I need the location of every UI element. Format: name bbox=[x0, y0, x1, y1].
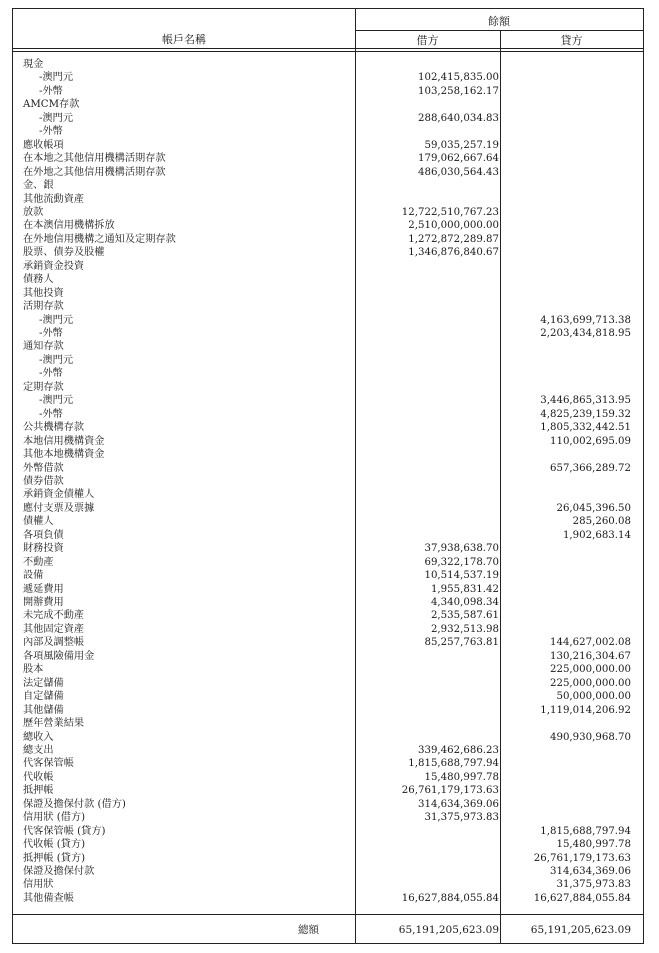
account-name: 在外地信用機構之通知及定期存款 bbox=[23, 233, 176, 245]
account-name: 債務人 bbox=[23, 274, 54, 286]
table-row bbox=[13, 690, 643, 703]
debit-value: 31,375,973.83 bbox=[424, 812, 499, 824]
account-name: 其他流動資產 bbox=[23, 193, 85, 205]
table-row bbox=[13, 421, 643, 434]
table-row bbox=[13, 327, 643, 340]
account-name: -澳門元 bbox=[39, 314, 74, 326]
account-name: 信用狀 (借方) bbox=[23, 812, 86, 824]
account-name: 活期存款 bbox=[23, 301, 64, 313]
table-row bbox=[13, 784, 643, 797]
header-subdivider bbox=[355, 30, 643, 31]
account-name: 未完成不動產 bbox=[23, 610, 85, 622]
table-row bbox=[13, 529, 643, 542]
table-row bbox=[13, 852, 643, 865]
account-name: 代客保管帳 bbox=[23, 758, 74, 770]
account-name: 財務投資 bbox=[23, 543, 64, 555]
table-row bbox=[13, 448, 643, 461]
account-name: 總支出 bbox=[23, 744, 54, 756]
debit-value: 2,535,587.61 bbox=[430, 610, 499, 622]
table-row bbox=[13, 260, 643, 273]
debit-value: 59,035,257.19 bbox=[424, 139, 499, 151]
debit-value: 85,257,763.81 bbox=[424, 637, 499, 649]
credit-value: 15,480,997.78 bbox=[556, 839, 631, 851]
debit-header: 借方 bbox=[416, 34, 439, 47]
credit-value: 1,902,683.14 bbox=[562, 529, 631, 541]
debit-value: 103,258,162.17 bbox=[417, 85, 499, 97]
table-row bbox=[13, 273, 643, 286]
table-row bbox=[13, 502, 643, 515]
table-row bbox=[13, 556, 643, 569]
account-name: -澳門元 bbox=[39, 72, 74, 84]
debit-value: 1,346,876,840.67 bbox=[408, 247, 499, 259]
table-row bbox=[13, 892, 643, 905]
table-row bbox=[13, 314, 643, 327]
debit-value: 12,722,510,767.23 bbox=[401, 206, 499, 218]
table-row bbox=[13, 717, 643, 730]
credit-header: 貸方 bbox=[560, 34, 583, 47]
table-row bbox=[13, 381, 643, 394]
credit-value: 31,375,973.83 bbox=[556, 879, 631, 891]
table-row bbox=[13, 771, 643, 784]
debit-value: 288,640,034.83 bbox=[417, 112, 499, 124]
account-name: 在本澳信用機構拆放 bbox=[23, 220, 115, 232]
debit-value: 339,462,686.23 bbox=[417, 744, 499, 756]
account-name: 法定儲備 bbox=[23, 677, 64, 689]
table-row bbox=[13, 865, 643, 878]
table-row bbox=[13, 462, 643, 475]
table-row bbox=[13, 542, 643, 555]
account-name: 總收入 bbox=[23, 731, 54, 743]
total-debit: 65,191,205,623.09 bbox=[398, 924, 499, 936]
debit-value: 15,480,997.78 bbox=[424, 771, 499, 783]
account-name: 現金 bbox=[23, 59, 44, 70]
account-name: 在外地之其他信用機構活期存款 bbox=[23, 166, 166, 178]
balance-header: 餘額 bbox=[488, 15, 510, 28]
table-row bbox=[13, 233, 643, 246]
table-row bbox=[13, 609, 643, 622]
header-divider bbox=[13, 48, 643, 49]
account-name: 各項風險備用金 bbox=[23, 650, 95, 662]
table-row bbox=[13, 515, 643, 528]
credit-value: 110,002,695.09 bbox=[549, 435, 631, 447]
table-row bbox=[13, 112, 643, 125]
table-row bbox=[13, 85, 643, 98]
credit-value: 26,761,179,173.63 bbox=[533, 852, 631, 864]
account-name: -外幣 bbox=[39, 328, 63, 339]
table-row bbox=[13, 838, 643, 851]
table-row bbox=[13, 152, 643, 165]
account-name: 本地信用機構資金 bbox=[23, 435, 105, 447]
debit-value: 2,932,513.98 bbox=[430, 623, 499, 635]
credit-value: 285,260.08 bbox=[572, 516, 631, 528]
table-row bbox=[13, 731, 643, 744]
table-row bbox=[13, 58, 643, 71]
debit-value: 1,955,831.42 bbox=[430, 583, 499, 595]
account-name: 其他儲備 bbox=[23, 704, 64, 716]
table-row bbox=[13, 367, 643, 380]
account-name: 其他固定資產 bbox=[23, 623, 85, 635]
table-row bbox=[13, 206, 643, 219]
account-name: 抵押帳 bbox=[23, 785, 54, 797]
account-name: 遞延費用 bbox=[23, 583, 64, 595]
table-row bbox=[13, 166, 643, 179]
table-row bbox=[13, 704, 643, 717]
credit-value: 4,825,239,159.32 bbox=[540, 408, 631, 420]
table-row bbox=[13, 677, 643, 690]
table-row bbox=[13, 825, 643, 838]
account-name: AMCM存款 bbox=[23, 99, 80, 111]
table-row bbox=[13, 475, 643, 488]
table-row bbox=[13, 287, 643, 300]
table-row bbox=[13, 179, 643, 192]
debit-value: 1,815,688,797.94 bbox=[408, 758, 499, 770]
account-name: -外幣 bbox=[39, 85, 63, 97]
account-name: 代收帳 (貸方) bbox=[23, 839, 86, 851]
account-name: 承銷資金投資 bbox=[23, 260, 85, 272]
table-row bbox=[13, 98, 643, 111]
account-name: 歷年營業結果 bbox=[23, 718, 85, 730]
account-name: 代客保管帳 (貸方) bbox=[23, 825, 106, 837]
account-name: 金、銀 bbox=[23, 180, 54, 192]
table-row bbox=[13, 583, 643, 596]
total-label: 總額 bbox=[298, 924, 319, 936]
table-row bbox=[13, 435, 643, 448]
table-row bbox=[13, 408, 643, 421]
debit-value: 69,322,178.70 bbox=[424, 556, 499, 568]
table-row bbox=[13, 636, 643, 649]
account-name: 其他備查帳 bbox=[23, 892, 74, 904]
balance-sheet-table bbox=[12, 8, 644, 944]
debit-value: 179,062,667.64 bbox=[417, 153, 499, 165]
debit-value: 37,938,638.70 bbox=[424, 543, 499, 555]
debit-value: 314,634,369.06 bbox=[417, 798, 499, 810]
total-credit: 65,191,205,623.09 bbox=[530, 924, 631, 936]
table-row bbox=[13, 757, 643, 770]
account-name: 不動產 bbox=[23, 556, 54, 568]
table-row bbox=[13, 125, 643, 138]
credit-value: 225,000,000.00 bbox=[549, 664, 631, 676]
credit-value: 657,366,289.72 bbox=[549, 462, 631, 474]
table-row bbox=[13, 394, 643, 407]
credit-value: 4,163,699,713.38 bbox=[540, 314, 631, 326]
account-name: 各項負債 bbox=[23, 529, 64, 541]
table-row bbox=[13, 219, 643, 232]
account-name: 其他投資 bbox=[23, 287, 64, 299]
account-name-header: 帳戶名稱 bbox=[162, 33, 206, 46]
credit-value: 144,627,002.08 bbox=[549, 637, 631, 649]
account-name: 股票、債券及股權 bbox=[23, 247, 105, 259]
account-name: 債權人 bbox=[23, 516, 54, 528]
account-name: 外幣借款 bbox=[23, 462, 64, 474]
credit-value: 490,930,968.70 bbox=[549, 731, 631, 743]
account-name: 代收帳 bbox=[23, 771, 54, 783]
table-row bbox=[13, 139, 643, 152]
table-row bbox=[13, 663, 643, 676]
debit-value: 1,272,872,289.87 bbox=[408, 233, 499, 245]
table-row bbox=[13, 246, 643, 259]
table-row bbox=[13, 354, 643, 367]
credit-value: 1,815,688,797.94 bbox=[540, 825, 631, 837]
account-name: 在本地之其他信用機構活期存款 bbox=[23, 153, 166, 165]
account-name: 信用狀 bbox=[23, 879, 54, 891]
table-row bbox=[13, 878, 643, 891]
account-name: -澳門元 bbox=[39, 395, 74, 407]
table-row bbox=[13, 811, 643, 824]
account-name: 內部及調整帳 bbox=[23, 637, 85, 649]
account-name: -外幣 bbox=[39, 408, 63, 420]
total-row bbox=[13, 917, 643, 943]
account-name: -澳門元 bbox=[39, 112, 74, 124]
account-name: 定期存款 bbox=[23, 381, 64, 393]
account-name: 應付支票及票據 bbox=[23, 502, 95, 514]
account-name: 保證及擔保付款 bbox=[23, 866, 95, 877]
table-row bbox=[13, 569, 643, 582]
account-name: 設備 bbox=[23, 570, 44, 582]
account-name: -澳門元 bbox=[39, 354, 74, 366]
account-name: -外幣 bbox=[39, 368, 63, 380]
account-name: 開辦費用 bbox=[23, 597, 64, 608]
table-row bbox=[13, 744, 643, 757]
account-name: 放款 bbox=[23, 206, 44, 218]
credit-value: 2,203,434,818.95 bbox=[540, 328, 631, 339]
debit-value: 4,340,098.34 bbox=[430, 597, 499, 608]
table-row bbox=[13, 623, 643, 636]
account-name: 其他本地機構資金 bbox=[23, 449, 105, 461]
table-row bbox=[13, 596, 643, 609]
account-name: 應收帳項 bbox=[23, 139, 64, 151]
account-name: 通知存款 bbox=[23, 341, 64, 353]
credit-value: 314,634,369.06 bbox=[549, 866, 631, 877]
credit-value: 130,216,304.67 bbox=[549, 650, 631, 662]
debit-value: 486,030,564.43 bbox=[417, 166, 499, 178]
table-row bbox=[13, 193, 643, 206]
account-name: 抵押帳 (貸方) bbox=[23, 852, 86, 864]
credit-value: 3,446,865,313.95 bbox=[540, 395, 631, 407]
credit-value: 26,045,396.50 bbox=[556, 502, 631, 514]
account-name: 保證及擔保付款 (借方) bbox=[23, 798, 126, 810]
table-row bbox=[13, 71, 643, 84]
credit-value: 1,119,014,206.92 bbox=[540, 704, 631, 716]
debit-value: 102,415,835.00 bbox=[417, 72, 499, 84]
debit-value: 2,510,000,000.00 bbox=[408, 220, 499, 232]
table-row bbox=[13, 340, 643, 353]
account-name: 債券借款 bbox=[23, 475, 64, 487]
account-name: 承銷資金債權人 bbox=[23, 489, 95, 501]
account-name: 公共機構存款 bbox=[23, 422, 85, 434]
credit-value: 1,805,332,442.51 bbox=[540, 422, 631, 434]
account-name: 股本 bbox=[23, 664, 44, 676]
account-name: 自定儲備 bbox=[23, 691, 64, 703]
table-row bbox=[13, 650, 643, 663]
credit-value: 16,627,884,055.84 bbox=[533, 892, 631, 904]
table-row bbox=[13, 488, 643, 501]
debit-value: 10,514,537.19 bbox=[424, 570, 499, 582]
account-name: -外幣 bbox=[39, 126, 63, 138]
debit-value: 26,761,179,173.63 bbox=[401, 785, 499, 797]
debit-value: 16,627,884,055.84 bbox=[401, 892, 499, 904]
table-row bbox=[13, 300, 643, 313]
header-divider-2 bbox=[13, 51, 643, 52]
credit-value: 50,000,000.00 bbox=[556, 691, 631, 703]
credit-value: 225,000,000.00 bbox=[549, 677, 631, 689]
total-divider bbox=[13, 914, 643, 915]
table-row bbox=[13, 798, 643, 811]
